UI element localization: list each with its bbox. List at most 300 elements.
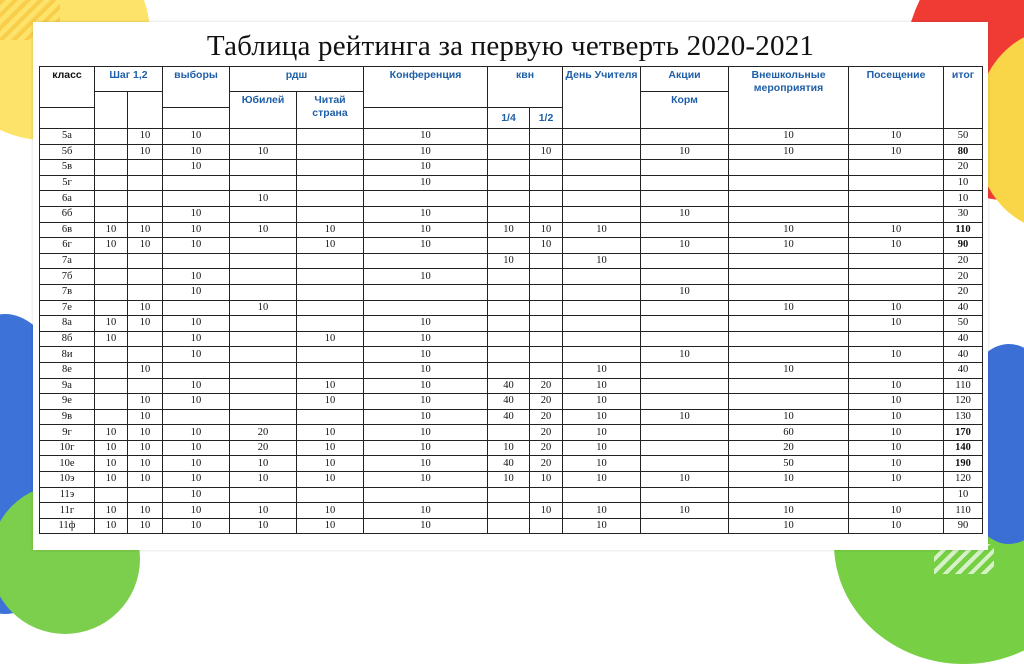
cell-poseshenie [849,160,944,176]
cell-vybory: 10 [163,331,230,347]
cell-vneshkolnye: 50 [729,456,849,472]
cell-klass: 5г [40,175,95,191]
cell-itog: 20 [944,284,983,300]
cell-itog: 40 [944,300,983,316]
cell-yubiley [230,206,297,222]
cell-den-uchitelya [563,284,641,300]
cell-yubiley: 10 [230,472,297,488]
table-row [40,425,983,441]
header-klass: класс [40,67,95,108]
cell-kvn-quarter [488,331,530,347]
cell-yubiley [230,284,297,300]
cell-yubiley: 10 [230,456,297,472]
cell-den-uchitelya [563,175,641,191]
cell-kvn-half: 20 [530,456,563,472]
cell-kvn-half: 10 [530,222,563,238]
cell-shag-2 [128,487,163,503]
cell-vneshkolnye: 10 [729,222,849,238]
cell-poseshenie: 10 [849,456,944,472]
cell-itog: 40 [944,362,983,378]
cell-shag-2: 10 [128,144,163,160]
cell-vneshkolnye: 20 [729,440,849,456]
cell-itog: 10 [944,191,983,207]
cell-vneshkolnye [729,191,849,207]
cell-vneshkolnye [729,284,849,300]
cell-shag-1 [95,144,128,160]
cell-shag-1: 10 [95,440,128,456]
cell-kvn-half [530,175,563,191]
cell-konferenciya [364,300,488,316]
cell-shag-1 [95,378,128,394]
header-shag-2 [128,92,163,129]
cell-vybory: 10 [163,425,230,441]
cell-kvn-quarter [488,362,530,378]
cell-chitay-strana [297,316,364,332]
cell-akcii-korm [641,425,729,441]
table-row [40,456,983,472]
cell-shag-1: 10 [95,518,128,534]
cell-kvn-half [530,191,563,207]
cell-klass: 6а [40,191,95,207]
cell-kvn-quarter: 10 [488,222,530,238]
cell-den-uchitelya: 10 [563,394,641,410]
cell-poseshenie [849,331,944,347]
cell-chitay-strana: 10 [297,238,364,254]
cell-shag-2: 10 [128,300,163,316]
cell-shag-1 [95,362,128,378]
cell-kvn-half [530,253,563,269]
cell-akcii-korm [641,378,729,394]
cell-vneshkolnye [729,347,849,363]
cell-klass: 5а [40,129,95,145]
cell-konferenciya: 10 [364,518,488,534]
cell-poseshenie [849,362,944,378]
cell-kvn-half [530,347,563,363]
cell-shag-2 [128,284,163,300]
cell-yubiley [230,238,297,254]
cell-vybory: 10 [163,394,230,410]
header-kvn-quarter: 1/4 [488,108,530,129]
cell-klass: 10г [40,440,95,456]
cell-kvn-quarter [488,518,530,534]
cell-shag-2: 10 [128,222,163,238]
cell-klass: 5б [40,144,95,160]
cell-shag-1 [95,160,128,176]
cell-klass: 11г [40,503,95,519]
cell-shag-2: 10 [128,503,163,519]
cell-itog: 90 [944,238,983,254]
cell-poseshenie: 10 [849,347,944,363]
cell-konferenciya: 10 [364,175,488,191]
cell-klass: 11ф [40,518,95,534]
cell-poseshenie: 10 [849,503,944,519]
cell-vybory [163,362,230,378]
cell-vybory: 10 [163,206,230,222]
cell-yubiley [230,316,297,332]
cell-den-uchitelya [563,206,641,222]
cell-klass: 10э [40,472,95,488]
cell-kvn-half [530,300,563,316]
cell-yubiley: 20 [230,440,297,456]
cell-shag-2: 10 [128,129,163,145]
table-row [40,175,983,191]
cell-kvn-half: 10 [530,238,563,254]
cell-akcii-korm [641,487,729,503]
cell-poseshenie [849,175,944,191]
cell-shag-2 [128,160,163,176]
cell-den-uchitelya: 10 [563,222,641,238]
cell-akcii-korm [641,331,729,347]
cell-vneshkolnye [729,160,849,176]
cell-kvn-quarter [488,347,530,363]
cell-den-uchitelya: 10 [563,440,641,456]
cell-yubiley [230,487,297,503]
cell-kvn-quarter [488,425,530,441]
cell-akcii-korm [641,362,729,378]
cell-shag-2: 10 [128,316,163,332]
cell-poseshenie [849,269,944,285]
cell-den-uchitelya [563,487,641,503]
cell-shag-2: 10 [128,518,163,534]
cell-itog: 10 [944,175,983,191]
cell-poseshenie [849,253,944,269]
cell-shag-1 [95,191,128,207]
cell-kvn-quarter: 40 [488,456,530,472]
cell-konferenciya [364,284,488,300]
cell-kvn-quarter [488,316,530,332]
header-klass-blank [40,108,95,129]
cell-kvn-half [530,518,563,534]
cell-vneshkolnye: 10 [729,144,849,160]
cell-vybory: 10 [163,129,230,145]
cell-klass: 6в [40,222,95,238]
header-itog: итог [944,67,983,129]
cell-klass: 9г [40,425,95,441]
header-poseshenie: Посещение [849,67,944,129]
cell-itog: 90 [944,518,983,534]
rating-table [39,66,983,534]
cell-yubiley [230,269,297,285]
cell-konferenciya: 10 [364,456,488,472]
cell-vybory: 10 [163,347,230,363]
cell-itog: 40 [944,347,983,363]
cell-poseshenie [849,487,944,503]
cell-chitay-strana [297,253,364,269]
cell-akcii-korm [641,129,729,145]
cell-chitay-strana: 10 [297,222,364,238]
cell-shag-2 [128,206,163,222]
cell-shag-1: 10 [95,222,128,238]
cell-shag-2 [128,175,163,191]
cell-akcii-korm: 10 [641,472,729,488]
cell-poseshenie [849,206,944,222]
header-konferenciya-blank [364,108,488,129]
cell-vneshkolnye [729,316,849,332]
cell-itog: 50 [944,129,983,145]
cell-vybory: 10 [163,160,230,176]
cell-vybory [163,191,230,207]
cell-chitay-strana [297,206,364,222]
cell-vybory [163,409,230,425]
cell-kvn-half: 20 [530,378,563,394]
cell-poseshenie: 10 [849,144,944,160]
cell-shag-1: 10 [95,472,128,488]
cell-den-uchitelya [563,331,641,347]
table-row [40,300,983,316]
cell-kvn-quarter [488,160,530,176]
table-row [40,518,983,534]
table-row [40,331,983,347]
table-body [40,129,983,534]
cell-yubiley [230,347,297,363]
cell-kvn-quarter [488,284,530,300]
cell-akcii-korm [641,518,729,534]
cell-vybory [163,253,230,269]
header-chitay-strana: Читай страна [297,92,364,129]
cell-vybory: 10 [163,222,230,238]
table-row [40,440,983,456]
cell-vybory [163,175,230,191]
cell-shag-1 [95,206,128,222]
cell-itog: 20 [944,269,983,285]
cell-konferenciya: 10 [364,472,488,488]
cell-den-uchitelya: 10 [563,456,641,472]
cell-chitay-strana [297,362,364,378]
table-row [40,487,983,503]
cell-klass: 6г [40,238,95,254]
cell-vneshkolnye [729,253,849,269]
cell-klass: 8и [40,347,95,363]
cell-kvn-quarter: 10 [488,472,530,488]
cell-itog: 80 [944,144,983,160]
cell-klass: 7б [40,269,95,285]
cell-vneshkolnye: 10 [729,503,849,519]
cell-shag-1 [95,487,128,503]
table-row [40,316,983,332]
cell-shag-1 [95,129,128,145]
cell-chitay-strana [297,160,364,176]
cell-yubiley [230,253,297,269]
cell-kvn-half: 10 [530,144,563,160]
cell-shag-1 [95,394,128,410]
cell-poseshenie: 10 [849,222,944,238]
cell-kvn-quarter: 40 [488,409,530,425]
cell-akcii-korm: 10 [641,347,729,363]
cell-chitay-strana: 10 [297,440,364,456]
cell-vneshkolnye [729,487,849,503]
cell-itog: 130 [944,409,983,425]
cell-poseshenie: 10 [849,394,944,410]
table-row [40,191,983,207]
cell-poseshenie: 10 [849,316,944,332]
cell-chitay-strana: 10 [297,472,364,488]
table-row [40,394,983,410]
cell-shag-1 [95,284,128,300]
cell-vneshkolnye: 10 [729,129,849,145]
cell-itog: 190 [944,456,983,472]
cell-klass: 7в [40,284,95,300]
cell-akcii-korm [641,316,729,332]
header-den-uchitelya: День Учителя [563,67,641,129]
cell-kvn-half: 20 [530,394,563,410]
cell-shag-2 [128,269,163,285]
cell-den-uchitelya [563,269,641,285]
header-kvn: квн [488,67,563,108]
cell-kvn-half [530,269,563,285]
cell-konferenciya: 10 [364,394,488,410]
cell-konferenciya: 10 [364,129,488,145]
cell-klass: 7а [40,253,95,269]
cell-kvn-half [530,284,563,300]
cell-shag-1 [95,269,128,285]
cell-yubiley [230,129,297,145]
cell-vneshkolnye: 60 [729,425,849,441]
table-row [40,347,983,363]
cell-kvn-half: 20 [530,425,563,441]
cell-vneshkolnye [729,378,849,394]
header-vneshkolnye: Внешкольные мероприятия [729,67,849,129]
header-yubiley: Юбилей [230,92,297,129]
cell-vneshkolnye: 10 [729,409,849,425]
cell-shag-1: 10 [95,238,128,254]
cell-poseshenie [849,191,944,207]
cell-itog: 50 [944,316,983,332]
cell-den-uchitelya: 10 [563,472,641,488]
slide-title: Таблица рейтинга за первую четверть 2020-2021 [206,30,815,62]
cell-kvn-quarter [488,300,530,316]
cell-chitay-strana [297,191,364,207]
cell-itog: 110 [944,222,983,238]
cell-konferenciya: 10 [364,362,488,378]
cell-akcii-korm: 10 [641,409,729,425]
header-shag: Шаг 1,2 [95,67,163,92]
cell-itog: 20 [944,160,983,176]
cell-shag-2 [128,378,163,394]
cell-vybory: 10 [163,238,230,254]
cell-kvn-quarter [488,175,530,191]
cell-yubiley [230,394,297,410]
table-row [40,206,983,222]
cell-itog: 40 [944,331,983,347]
cell-shag-2 [128,191,163,207]
cell-den-uchitelya: 10 [563,362,641,378]
cell-kvn-half [530,129,563,145]
cell-konferenciya: 10 [364,160,488,176]
cell-konferenciya: 10 [364,144,488,160]
table-row [40,472,983,488]
cell-den-uchitelya [563,191,641,207]
cell-chitay-strana: 10 [297,378,364,394]
cell-yubiley [230,331,297,347]
cell-klass: 9е [40,394,95,410]
cell-klass: 8б [40,331,95,347]
cell-akcii-korm [641,394,729,410]
cell-shag-1: 10 [95,503,128,519]
header-akcii: Акции [641,67,729,92]
cell-konferenciya [364,253,488,269]
cell-vybory: 10 [163,144,230,160]
cell-yubiley [230,409,297,425]
cell-kvn-quarter [488,191,530,207]
cell-konferenciya: 10 [364,347,488,363]
cell-den-uchitelya [563,316,641,332]
cell-kvn-quarter: 40 [488,378,530,394]
cell-vneshkolnye [729,269,849,285]
cell-yubiley: 10 [230,222,297,238]
cell-shag-1 [95,175,128,191]
cell-vneshkolnye [729,331,849,347]
cell-yubiley: 10 [230,191,297,207]
cell-kvn-quarter [488,206,530,222]
cell-den-uchitelya [563,129,641,145]
cell-shag-1: 10 [95,331,128,347]
cell-den-uchitelya: 10 [563,409,641,425]
table-row [40,160,983,176]
cell-shag-2: 10 [128,425,163,441]
cell-konferenciya: 10 [364,440,488,456]
cell-konferenciya: 10 [364,409,488,425]
cell-den-uchitelya [563,144,641,160]
cell-vybory: 10 [163,284,230,300]
table-row [40,503,983,519]
cell-vybory: 10 [163,518,230,534]
cell-vybory: 10 [163,472,230,488]
cell-chitay-strana [297,487,364,503]
cell-itog: 120 [944,394,983,410]
cell-vneshkolnye [729,206,849,222]
cell-shag-1: 10 [95,425,128,441]
cell-den-uchitelya: 10 [563,425,641,441]
cell-shag-1 [95,347,128,363]
cell-itog: 170 [944,425,983,441]
cell-kvn-half [530,160,563,176]
cell-poseshenie: 10 [849,425,944,441]
table-row [40,362,983,378]
cell-itog: 10 [944,487,983,503]
cell-vneshkolnye: 10 [729,300,849,316]
cell-kvn-half [530,362,563,378]
cell-den-uchitelya [563,300,641,316]
cell-yubiley: 20 [230,425,297,441]
cell-akcii-korm: 10 [641,284,729,300]
cell-klass: 10е [40,456,95,472]
cell-shag-2: 10 [128,238,163,254]
cell-klass: 6б [40,206,95,222]
cell-kvn-half [530,331,563,347]
cell-shag-2: 10 [128,456,163,472]
cell-shag-2: 10 [128,394,163,410]
cell-poseshenie: 10 [849,129,944,145]
cell-chitay-strana: 10 [297,503,364,519]
cell-shag-1 [95,300,128,316]
cell-poseshenie: 10 [849,238,944,254]
cell-itog: 140 [944,440,983,456]
cell-kvn-quarter [488,487,530,503]
cell-poseshenie: 10 [849,409,944,425]
cell-itog: 120 [944,472,983,488]
cell-akcii-korm [641,191,729,207]
cell-yubiley [230,160,297,176]
cell-klass: 9а [40,378,95,394]
cell-shag-1: 10 [95,316,128,332]
cell-shag-2 [128,253,163,269]
header-korm: Корм [641,92,729,129]
cell-poseshenie: 10 [849,440,944,456]
cell-chitay-strana [297,269,364,285]
cell-konferenciya: 10 [364,425,488,441]
cell-kvn-half: 20 [530,409,563,425]
cell-kvn-half [530,316,563,332]
